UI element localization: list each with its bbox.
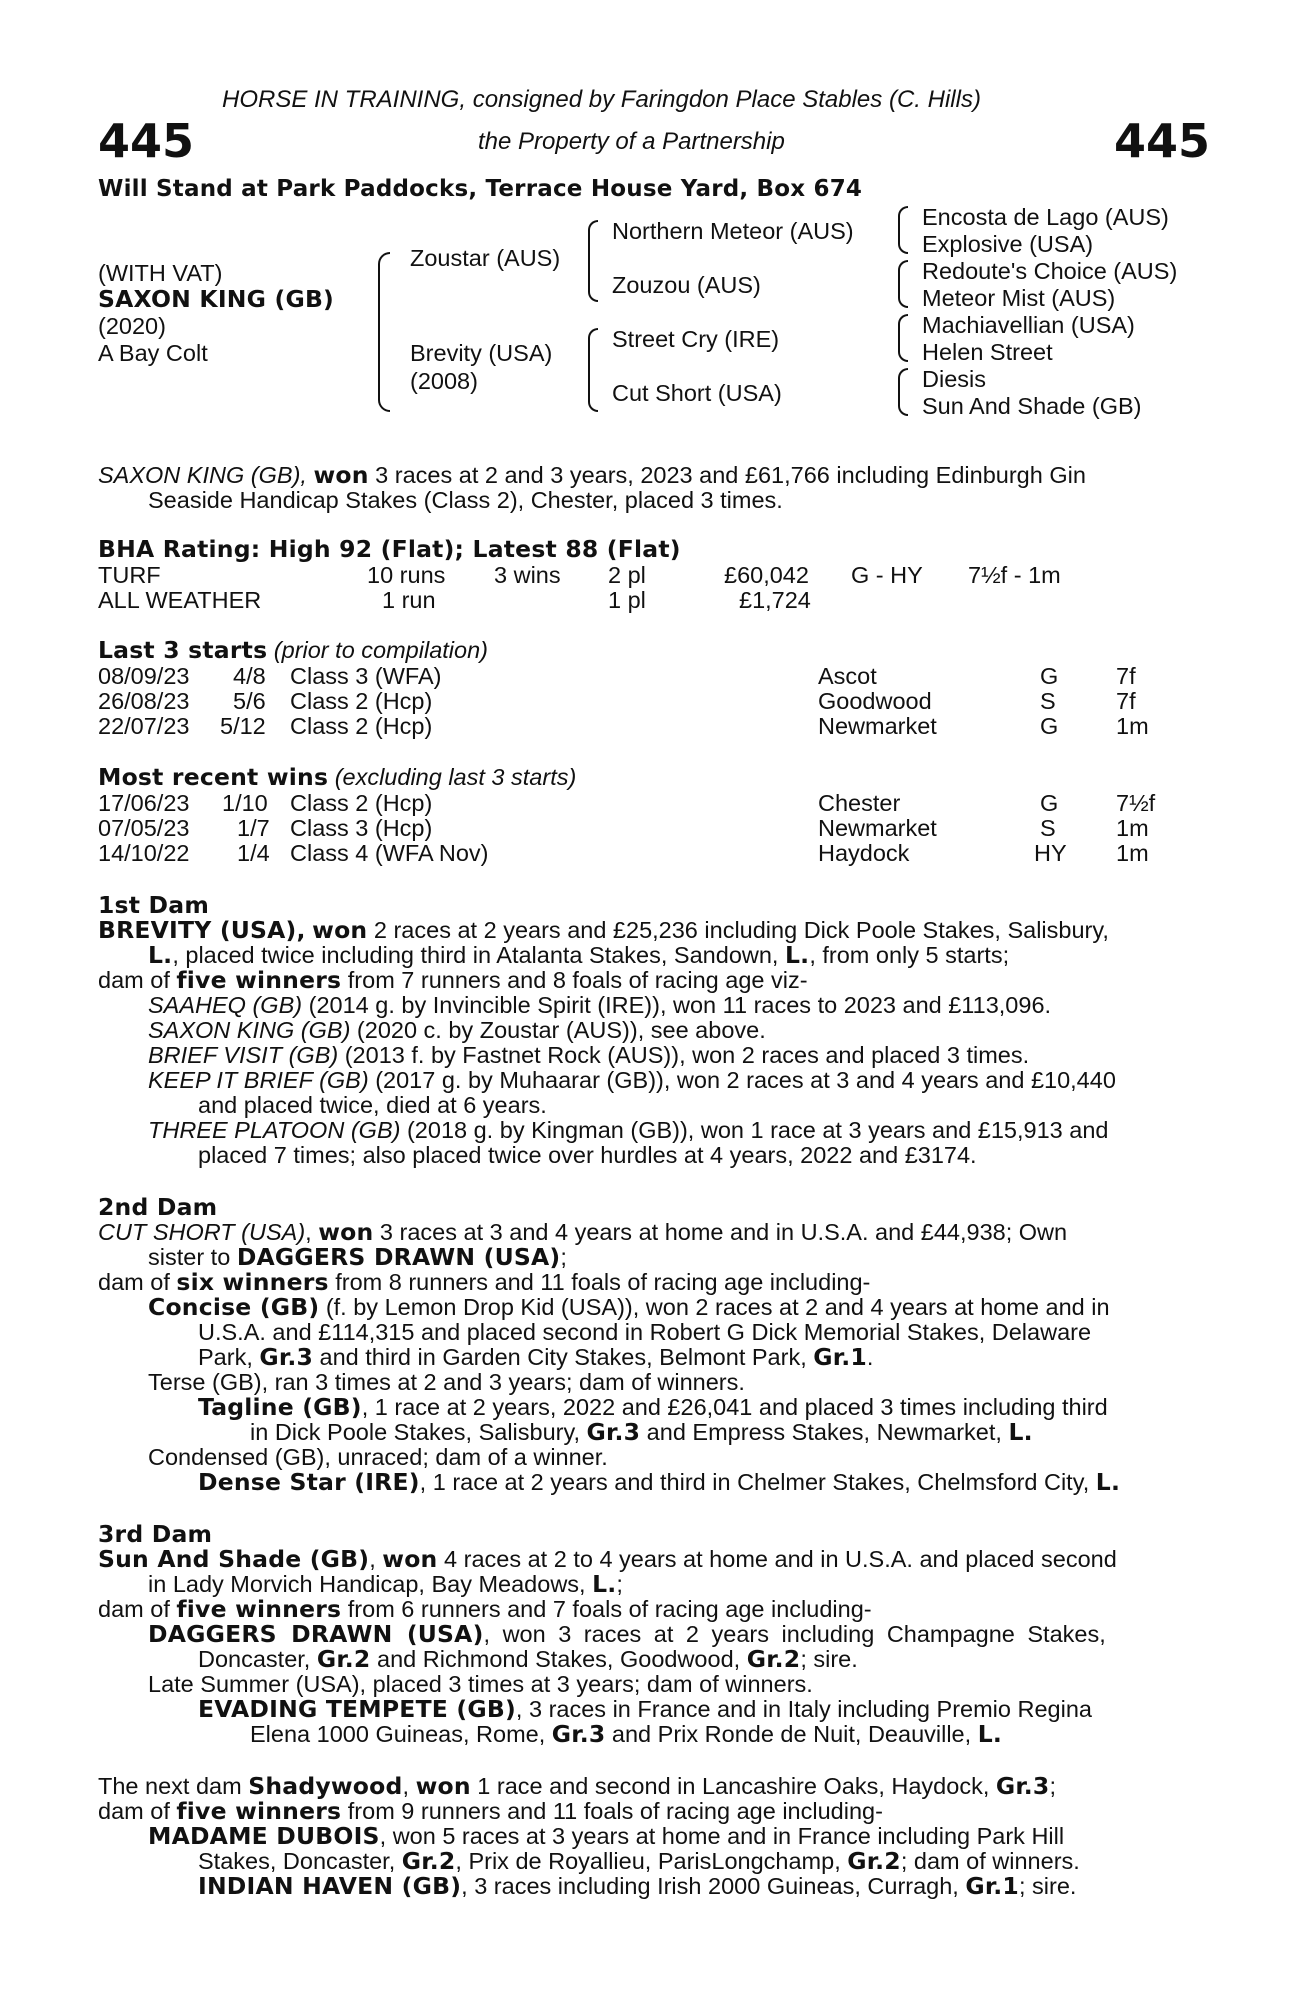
win-going: G bbox=[1040, 790, 1059, 816]
progeny-name: SAAHEQ (GB) bbox=[148, 992, 303, 1018]
win-going: HY bbox=[1034, 840, 1067, 866]
nextdam-line bbox=[98, 1774, 1056, 1800]
dam3-line bbox=[98, 1597, 872, 1623]
start-class: Class 3 (WFA) bbox=[290, 663, 442, 689]
dam1-heading: 1st Dam bbox=[98, 891, 210, 919]
progeny-line bbox=[148, 1295, 1110, 1321]
win-class: Class 3 (Hcp) bbox=[290, 815, 433, 841]
win-course: Newmarket bbox=[818, 815, 937, 841]
horse-description: A Bay Colt bbox=[98, 340, 208, 366]
listed-badge: L. bbox=[1008, 1418, 1033, 1446]
winners-count: five winners bbox=[176, 1797, 342, 1825]
consignment-line: HORSE IN TRAINING, consigned by Faringdon Place Stables (C. Hills) bbox=[222, 86, 981, 113]
progeny-line bbox=[148, 1824, 1064, 1850]
nextdam-text: ; bbox=[1049, 1773, 1057, 1799]
dam2-line bbox=[148, 1245, 567, 1271]
progeny-line bbox=[148, 1043, 1029, 1069]
start-going: G bbox=[1040, 663, 1059, 689]
win-course: Chester bbox=[818, 790, 901, 816]
last3-note: (prior to compilation) bbox=[273, 637, 488, 663]
dam1-line bbox=[148, 943, 1009, 969]
start-distance: 7f bbox=[1116, 688, 1136, 714]
progeny-text: (2014 g. by Invincible Spirit (IRE)), won 11 races to 2023 and £113,096. bbox=[302, 992, 1052, 1018]
progeny-text: ; sire. bbox=[800, 1646, 858, 1672]
listed-badge: L. bbox=[148, 941, 173, 969]
dam2-text: 3 races at 3 and 4 years at home and in U.S.A. and £44,938; Own bbox=[373, 1219, 1068, 1245]
listed-badge: L. bbox=[1095, 1468, 1121, 1496]
start-going: S bbox=[1040, 688, 1056, 714]
summary-line-1 bbox=[98, 463, 1086, 489]
progeny-name: KEEP IT BRIEF (GB) bbox=[148, 1067, 369, 1093]
progeny-text: ; dam of winners. bbox=[900, 1848, 1080, 1874]
group-badge: Gr.3 bbox=[259, 1343, 313, 1371]
progeny-text: and Prix Ronde de Nuit, Deauville, bbox=[605, 1721, 978, 1747]
ssd: Explosive (USA) bbox=[922, 231, 1094, 257]
dam1-text: 2 races at 2 years and £25,236 including Dick Poole Stakes, Salisbury, bbox=[373, 917, 1109, 943]
nextdam-line bbox=[98, 1799, 883, 1825]
pedigree-bracket-3d bbox=[898, 368, 908, 416]
start-class: Class 2 (Hcp) bbox=[290, 688, 433, 714]
start-date: 08/09/23 bbox=[98, 663, 190, 689]
summary-line-2: Seaside Handicap Stakes (Class 2), Chester, placed 3 times. bbox=[148, 487, 783, 513]
progeny-text: and Richmond Stakes, Goodwood, bbox=[370, 1646, 747, 1672]
stand-location: Will Stand at Park Paddocks, Terrace House Yard, Box 674 bbox=[98, 176, 863, 202]
pedigree-bracket-2b bbox=[588, 328, 598, 412]
progeny-line: Condensed (GB), unraced; dam of a winner. bbox=[148, 1444, 608, 1470]
summary-text-1: 3 races at 2 and 3 years, 2023 and £61,766 including Edinburgh Gin bbox=[375, 462, 1086, 488]
progeny-name: Dense Star (IRE) bbox=[198, 1468, 420, 1496]
listed-badge: L. bbox=[785, 941, 810, 969]
progeny-name: INDIAN HAVEN (GB) bbox=[198, 1872, 462, 1900]
sire-sire: Northern Meteor (AUS) bbox=[612, 218, 854, 244]
won-label: won bbox=[318, 1218, 374, 1246]
win-class: Class 4 (WFA Nov) bbox=[290, 840, 489, 866]
nextdam-text: , bbox=[402, 1773, 416, 1799]
listed-badge: L. bbox=[592, 1570, 617, 1598]
dam2-name: CUT SHORT (USA) bbox=[98, 1219, 306, 1245]
dam3-name: Sun And Shade (GB) bbox=[98, 1545, 370, 1573]
dam3-text: from 6 runners and 7 foals of racing age including- bbox=[341, 1596, 872, 1622]
win-date: 07/05/23 bbox=[98, 815, 190, 841]
rating-runs: 1 run bbox=[382, 587, 436, 613]
progeny-text: . bbox=[866, 1344, 874, 1370]
progeny-name: SAXON KING (GB) bbox=[148, 1017, 351, 1043]
horse-name: SAXON KING (GB) bbox=[98, 285, 334, 313]
progeny-line bbox=[250, 1722, 1002, 1748]
start-distance: 7f bbox=[1116, 663, 1136, 689]
progeny-text: (2018 g. by Kingman (GB)), won 1 race at 3 years and £15,913 and bbox=[400, 1117, 1109, 1143]
dam3-line bbox=[148, 1572, 623, 1598]
dam2-line bbox=[98, 1220, 1067, 1246]
progeny-line: U.S.A. and £114,315 and placed second in Robert G Dick Memorial Stakes, Delaware bbox=[198, 1319, 1092, 1345]
rating-runs: 10 runs bbox=[367, 562, 446, 588]
group-badge: Gr.1 bbox=[965, 1872, 1019, 1900]
progeny-text: Elena 1000 Guineas, Rome, bbox=[250, 1721, 552, 1747]
property-line: the Property of a Partnership bbox=[478, 128, 785, 155]
dam2-text: ; bbox=[560, 1244, 567, 1270]
progeny-name: THREE PLATOON (GB) bbox=[148, 1117, 401, 1143]
group-badge: Gr.2 bbox=[316, 1645, 371, 1673]
progeny-line bbox=[148, 1018, 766, 1044]
dam1-text: from 7 runners and 8 foals of racing age viz- bbox=[341, 967, 808, 993]
progeny-text: (2020 c. by Zoustar (AUS)), see above. bbox=[350, 1017, 766, 1043]
summary-horse-name: SAXON KING (GB), bbox=[98, 462, 307, 488]
progeny-line bbox=[250, 1420, 1033, 1446]
dss: Machiavellian (USA) bbox=[922, 312, 1135, 338]
progeny-text: ; sire. bbox=[1018, 1873, 1077, 1899]
nextdam-text: The next dam bbox=[98, 1773, 249, 1799]
progeny-text: , Prix de Royallieu, ParisLongchamp, bbox=[455, 1848, 848, 1874]
start-position: 4/8 bbox=[233, 663, 266, 689]
start-distance: 1m bbox=[1116, 713, 1149, 739]
start-position: 5/6 bbox=[233, 688, 266, 714]
rating-placed: 2 pl bbox=[608, 562, 646, 588]
rating-going: G - HY bbox=[851, 562, 923, 588]
progeny-line bbox=[148, 1118, 1108, 1144]
progeny-line: placed 7 times; also placed twice over hurdles at 4 years, 2022 and £3174. bbox=[198, 1142, 977, 1168]
dam1-name: BREVITY (USA), bbox=[98, 916, 306, 944]
dds: Diesis bbox=[922, 366, 986, 392]
group-badge: Gr.3 bbox=[551, 1720, 606, 1748]
lot-number-right: 445 bbox=[1114, 114, 1211, 168]
win-distance: 7½f bbox=[1116, 790, 1156, 816]
nextdam-text: 1 race and second in Lancashire Oaks, Haydock, bbox=[470, 1773, 996, 1799]
sss: Encosta de Lago (AUS) bbox=[922, 204, 1169, 230]
foal-year: (2020) bbox=[98, 313, 166, 339]
dam3-text: in Lady Morvich Handicap, Bay Meadows, bbox=[148, 1571, 593, 1597]
progeny-text: , 1 race at 2 years, 2022 and £26,041 and placed 3 times including third bbox=[361, 1394, 1108, 1420]
progeny-line bbox=[198, 1395, 1108, 1421]
won-label: won bbox=[415, 1772, 471, 1800]
progeny-text: (f. by Lemon Drop Kid (USA)), won 2 races at 2 and 4 years at home and in bbox=[319, 1294, 1110, 1320]
start-course: Ascot bbox=[818, 663, 877, 689]
progeny-line: Late Summer (USA), placed 3 times at 3 years; dam of winners. bbox=[148, 1671, 813, 1697]
group-badge: Gr.2 bbox=[401, 1847, 456, 1875]
progeny-line bbox=[148, 993, 1051, 1019]
dam3-text: ; bbox=[616, 1571, 623, 1597]
rating-prize: £1,724 bbox=[739, 587, 811, 613]
win-distance: 1m bbox=[1116, 840, 1149, 866]
pedigree-bracket-3a bbox=[898, 206, 908, 254]
group-badge: Gr.2 bbox=[746, 1645, 801, 1673]
start-date: 26/08/23 bbox=[98, 688, 190, 714]
winners-count: five winners bbox=[176, 966, 342, 994]
win-date: 17/06/23 bbox=[98, 790, 190, 816]
winners-count: six winners bbox=[176, 1268, 329, 1296]
nextdam-name: Shadywood bbox=[248, 1772, 403, 1800]
sire-dam: Zouzou (AUS) bbox=[612, 272, 761, 298]
progeny-line bbox=[198, 1874, 1076, 1900]
start-going: G bbox=[1040, 713, 1059, 739]
dam-dam: Cut Short (USA) bbox=[612, 380, 782, 406]
dam1-text: dam of bbox=[98, 967, 177, 993]
progeny-line bbox=[148, 1068, 1116, 1094]
progeny-text: in Dick Poole Stakes, Salisbury, bbox=[250, 1419, 587, 1445]
progeny-text: , 3 races including Irish 2000 Guineas, Curragh, bbox=[461, 1873, 966, 1899]
pedigree-bracket-3b bbox=[898, 260, 908, 308]
ddd: Sun And Shade (GB) bbox=[922, 393, 1142, 419]
rating-surface: ALL WEATHER bbox=[98, 587, 262, 613]
sibling-name: DAGGERS DRAWN (USA) bbox=[236, 1243, 561, 1271]
progeny-name: MADAME DUBOIS bbox=[148, 1822, 380, 1850]
pedigree-bracket-2a bbox=[588, 220, 598, 302]
progeny-line bbox=[198, 1849, 1080, 1875]
dam3-text: dam of bbox=[98, 1596, 177, 1622]
sds: Redoute's Choice (AUS) bbox=[922, 258, 1178, 284]
won-label: won bbox=[313, 461, 369, 489]
dam2-text: from 8 runners and 11 foals of racing age including- bbox=[328, 1269, 871, 1295]
win-class: Class 2 (Hcp) bbox=[290, 790, 433, 816]
progeny-line bbox=[198, 1470, 1120, 1496]
group-badge: Gr.2 bbox=[847, 1847, 901, 1875]
progeny-text: , 3 races in France and in Italy including Premio Regina bbox=[515, 1696, 1092, 1722]
dam3-text: 4 races at 2 to 4 years at home and in U.S.A. and placed second bbox=[437, 1546, 1117, 1572]
dam1-text: , placed twice including third in Atalanta Stakes, Sandown, bbox=[172, 942, 785, 968]
rating-distance: 7½f - 1m bbox=[968, 562, 1061, 588]
pedigree-bracket-1 bbox=[378, 252, 390, 412]
lot-number-left: 445 bbox=[98, 114, 195, 168]
progeny-name: Concise (GB) bbox=[148, 1293, 320, 1321]
start-date: 22/07/23 bbox=[98, 713, 190, 739]
progeny-line bbox=[198, 1697, 1092, 1723]
last3-heading bbox=[98, 638, 488, 664]
rating-heading: BHA Rating: High 92 (Flat); Latest 88 (Flat) bbox=[98, 535, 681, 563]
dam1-line bbox=[98, 968, 808, 994]
won-label: won bbox=[312, 916, 368, 944]
pedigree-bracket-3c bbox=[898, 314, 908, 362]
recent-heading bbox=[98, 765, 576, 791]
win-date: 14/10/22 bbox=[98, 840, 190, 866]
win-position: 1/10 bbox=[222, 790, 268, 816]
sire-name: Zoustar (AUS) bbox=[410, 245, 561, 271]
win-course: Haydock bbox=[818, 840, 910, 866]
dam2-text: dam of bbox=[98, 1269, 177, 1295]
recent-note: (excluding last 3 starts) bbox=[334, 764, 577, 790]
group-badge: Gr.3 bbox=[586, 1418, 641, 1446]
dam2-heading: 2nd Dam bbox=[98, 1193, 218, 1221]
start-position: 5/12 bbox=[220, 713, 266, 739]
progeny-name: Tagline (GB) bbox=[198, 1393, 362, 1421]
progeny-text: , won 3 races at 2 years including Champagne Stakes, bbox=[483, 1621, 1106, 1647]
dam1-line bbox=[98, 918, 1109, 944]
winners-count: five winners bbox=[176, 1595, 342, 1623]
progeny-text: , won 5 races at 3 years at home and in France including Park Hill bbox=[379, 1823, 1065, 1849]
rating-prize: £60,042 bbox=[724, 562, 809, 588]
nextdam-text: dam of bbox=[98, 1798, 177, 1824]
rating-surface: TURF bbox=[98, 562, 161, 588]
group-badge: Gr.1 bbox=[813, 1343, 867, 1371]
progeny-text: (2017 g. by Muhaarar (GB)), won 2 races at 3 and 4 years and £10,440 bbox=[368, 1067, 1116, 1093]
win-distance: 1m bbox=[1116, 815, 1149, 841]
last3-title: Last 3 starts bbox=[98, 636, 268, 664]
win-going: S bbox=[1040, 815, 1056, 841]
progeny-text: Stakes, Doncaster, bbox=[198, 1848, 402, 1874]
recent-title: Most recent wins bbox=[98, 763, 329, 791]
progeny-text: (2013 f. by Fastnet Rock (AUS)), won 2 races and placed 3 times. bbox=[338, 1042, 1030, 1068]
progeny-text: Park, bbox=[198, 1344, 260, 1370]
progeny-line: and placed twice, died at 6 years. bbox=[198, 1092, 547, 1118]
group-badge: Gr.3 bbox=[995, 1772, 1050, 1800]
dam1-text: , from only 5 starts; bbox=[809, 942, 1010, 968]
progeny-name: BRIEF VISIT (GB) bbox=[148, 1042, 339, 1068]
nextdam-text: from 9 runners and 11 foals of racing age including- bbox=[341, 1798, 883, 1824]
dam2-text: sister to bbox=[148, 1244, 237, 1270]
dam3-line bbox=[98, 1547, 1117, 1573]
progeny-text: and third in Garden City Stakes, Belmont Park, bbox=[313, 1344, 814, 1370]
start-course: Goodwood bbox=[818, 688, 932, 714]
won-label: won bbox=[382, 1545, 438, 1573]
progeny-line bbox=[148, 1622, 1106, 1648]
start-course: Newmarket bbox=[818, 713, 937, 739]
dam-year: (2008) bbox=[410, 368, 478, 394]
progeny-line bbox=[198, 1345, 873, 1371]
progeny-name: EVADING TEMPETE (GB) bbox=[198, 1695, 516, 1723]
listed-badge: L. bbox=[977, 1720, 1002, 1748]
vat-label: (WITH VAT) bbox=[98, 260, 223, 286]
dam2-text: , bbox=[305, 1219, 319, 1245]
dam3-heading: 3rd Dam bbox=[98, 1520, 213, 1548]
rating-placed: 1 pl bbox=[608, 587, 646, 613]
progeny-line bbox=[198, 1647, 858, 1673]
start-class: Class 2 (Hcp) bbox=[290, 713, 433, 739]
progeny-text: , 1 race at 2 years and third in Chelmer Stakes, Chelmsford City, bbox=[419, 1469, 1096, 1495]
dsd: Helen Street bbox=[922, 339, 1053, 365]
progeny-text: Doncaster, bbox=[198, 1646, 317, 1672]
dam-name: Brevity (USA) bbox=[410, 340, 553, 366]
sdd: Meteor Mist (AUS) bbox=[922, 285, 1116, 311]
win-position: 1/4 bbox=[237, 840, 270, 866]
progeny-name: DAGGERS DRAWN (USA) bbox=[148, 1620, 484, 1648]
progeny-line: Terse (GB), ran 3 times at 2 and 3 years; dam of winners. bbox=[148, 1369, 745, 1395]
win-position: 1/7 bbox=[237, 815, 270, 841]
progeny-text: and Empress Stakes, Newmarket, bbox=[640, 1419, 1009, 1445]
dam-sire: Street Cry (IRE) bbox=[612, 326, 780, 352]
dam3-text: , bbox=[369, 1546, 383, 1572]
dam2-line bbox=[98, 1270, 870, 1296]
rating-wins: 3 wins bbox=[494, 562, 561, 588]
